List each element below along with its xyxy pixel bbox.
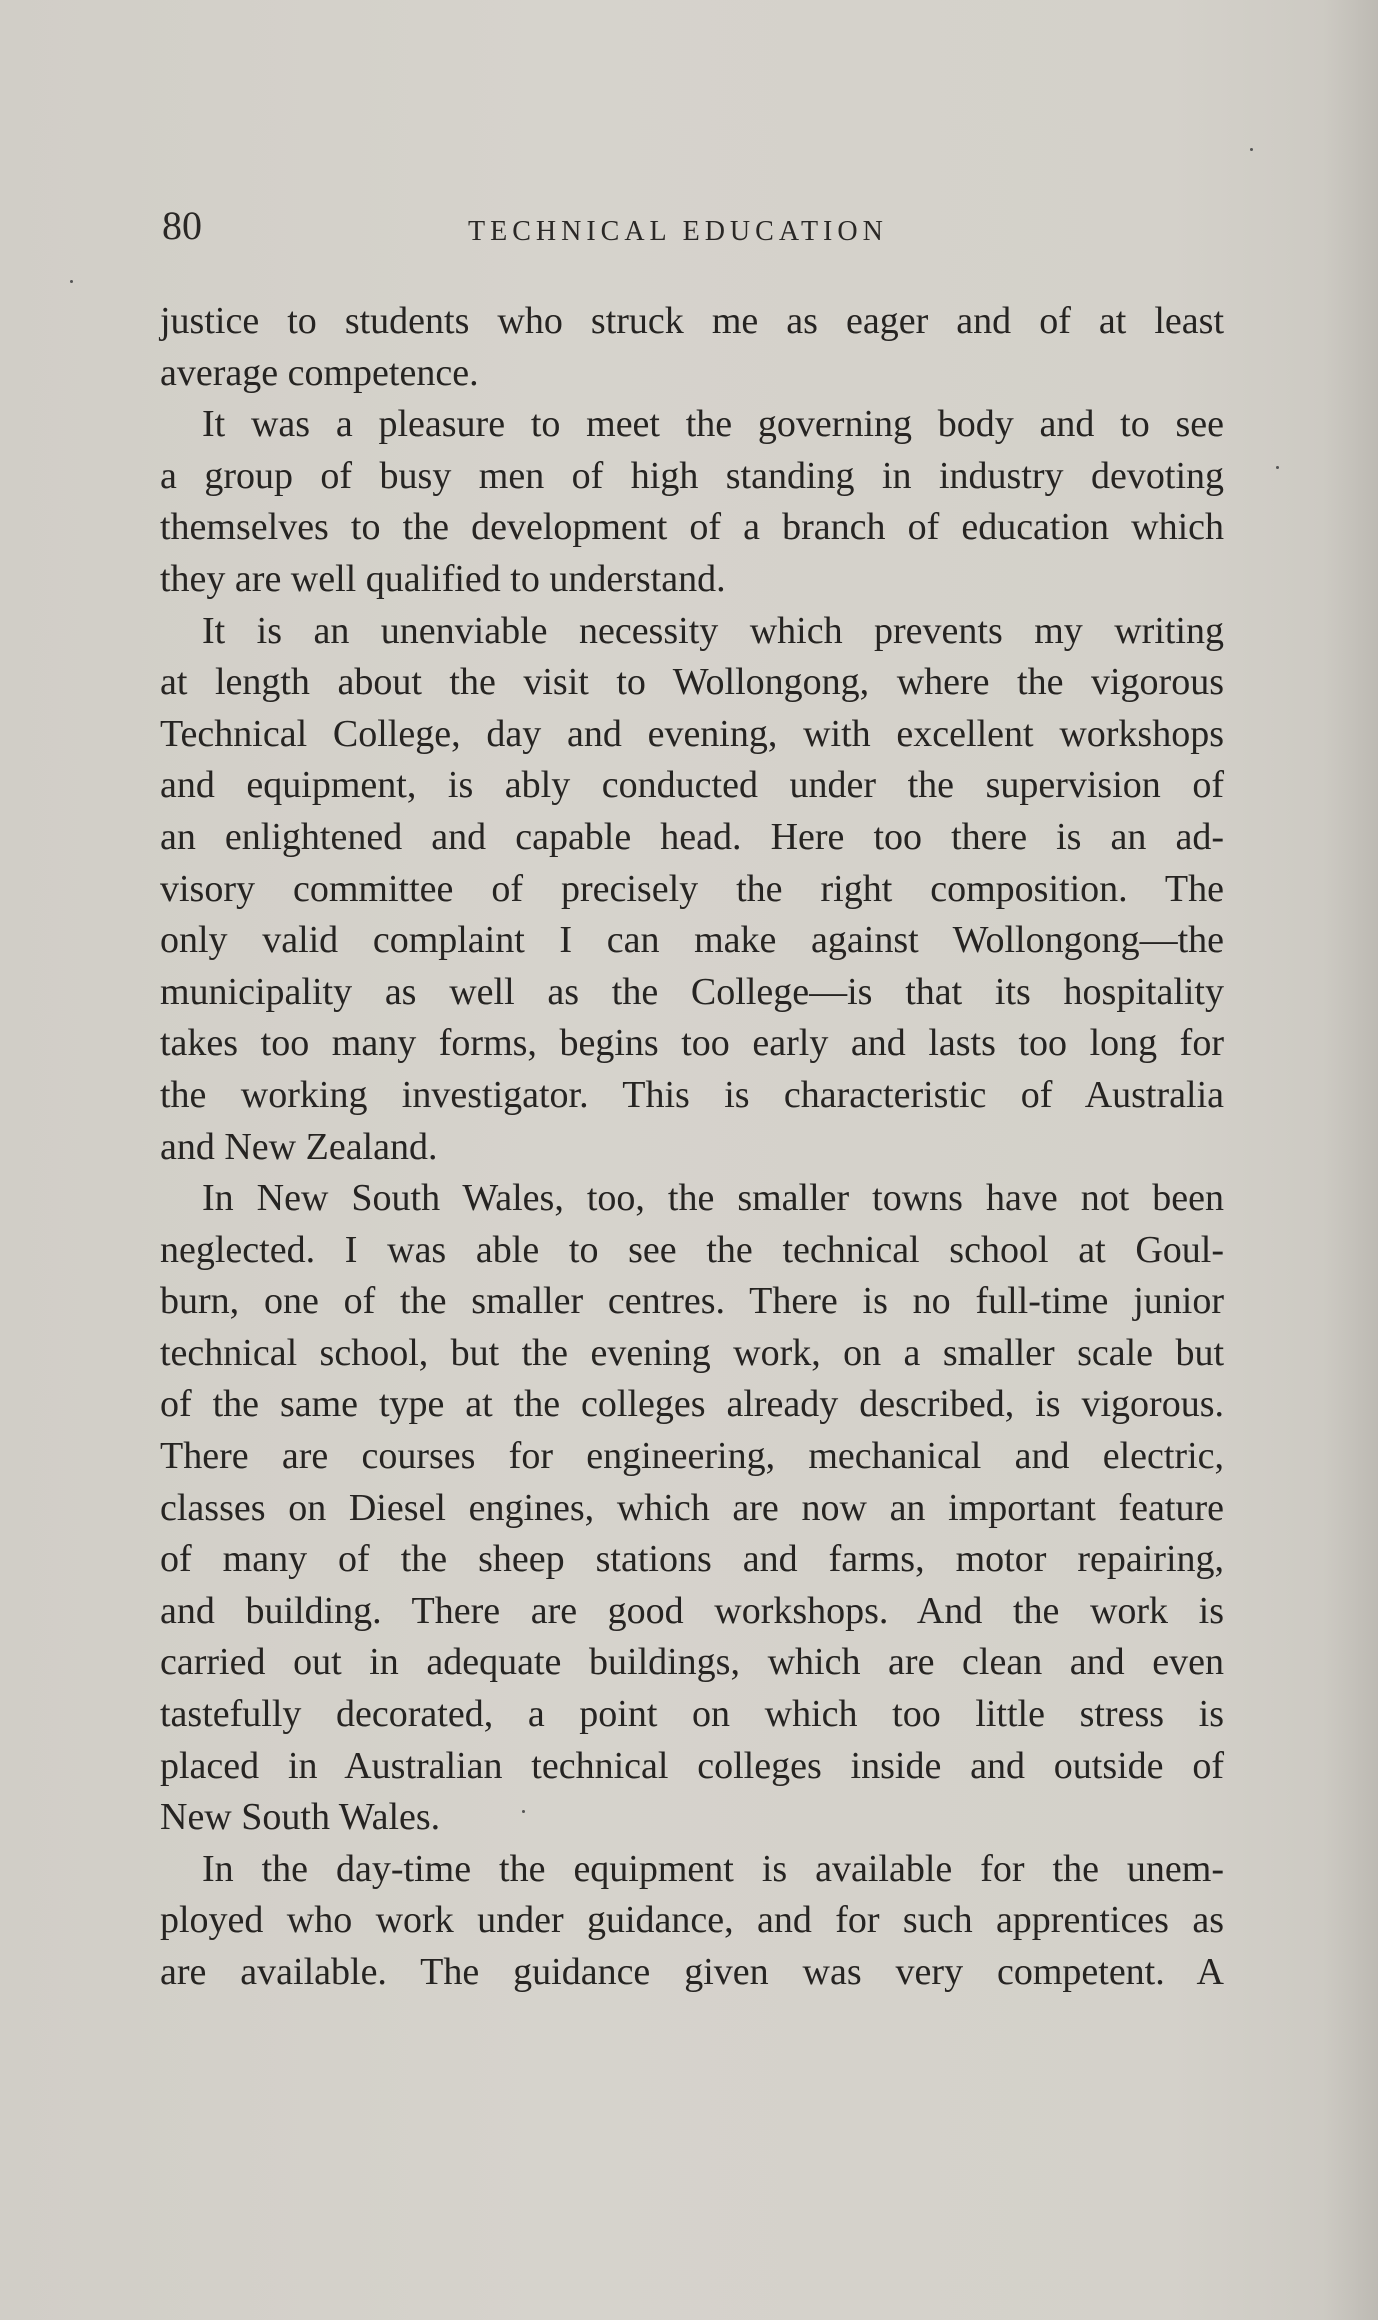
paragraph <box>160 1173 1224 1844</box>
text-line: a group of busy men of high standing in industry devoting <box>160 454 1224 497</box>
text-line: burn, one of the smaller centres. There is no full-time junior <box>160 1280 1224 1323</box>
text-line: of many of the sheep stations and farms, motor repairing, <box>160 1538 1224 1581</box>
page-edge-shadow <box>1358 0 1361 2320</box>
paragraph <box>160 296 1224 399</box>
running-header <box>162 202 1224 262</box>
text-line: of the same type at the colleges already described, is vigorous. <box>160 1383 1224 1426</box>
page-number: 80 <box>162 203 202 248</box>
text-line: average competence. <box>160 351 479 394</box>
text-line: and New Zealand. <box>160 1125 438 1168</box>
text-line: visory committee of precisely the right composition. The <box>160 867 1224 910</box>
text-line: It is an unenviable necessity which prevents my writing <box>202 609 1224 652</box>
text-line: carried out in adequate buildings, which are clean and even <box>160 1641 1224 1684</box>
text-line: There are courses for engineering, mechanical and electric, <box>160 1435 1224 1478</box>
text-line: and building. There are good workshops. And the work is <box>160 1589 1224 1632</box>
text-line: technical school, but the evening work, on a smaller scale but <box>160 1331 1224 1374</box>
text-line: takes too many forms, begins too early and lasts too long for <box>160 1022 1224 1065</box>
dust-speck <box>70 280 73 283</box>
text-line: at length about the visit to Wollongong, where the vigorous <box>160 661 1224 704</box>
text-line: an enlightened and capable head. Here too there is an ad- <box>160 815 1224 858</box>
text-line: In the day-time the equipment is available for the unem- <box>202 1847 1224 1890</box>
dust-speck <box>522 1810 525 1813</box>
text-line: classes on Diesel engines, which are now an important feature <box>160 1486 1224 1529</box>
dust-speck <box>1250 148 1253 151</box>
text-line: municipality as well as the College—is that its hospitality <box>160 970 1224 1013</box>
text-line: neglected. I was able to see the technical school at Goul- <box>160 1228 1224 1271</box>
text-line: only valid complaint I can make against Wollongong—the <box>160 919 1224 962</box>
text-line: In New South Wales, too, the smaller towns have not been <box>202 1177 1224 1220</box>
body-text <box>160 296 1224 1999</box>
text-line: they are well qualified to understand. <box>160 557 726 600</box>
text-line: New South Wales. <box>160 1796 441 1839</box>
text-line: the working investigator. This is characteristic of Australia <box>160 1073 1224 1116</box>
paragraph <box>160 1844 1224 1999</box>
text-line: are available. The guidance given was very competent. A <box>160 1951 1224 1993</box>
text-line: themselves to the development of a branch of education which <box>160 506 1224 549</box>
paragraph <box>160 606 1224 1174</box>
text-line: Technical College, day and evening, with excellent workshops <box>160 712 1224 755</box>
text-line: justice to students who struck me as eager and of at least <box>160 300 1224 342</box>
text-line: ployed who work under guidance, and for such apprentices as <box>160 1899 1224 1942</box>
running-title: TECHNICAL EDUCATION <box>468 216 888 247</box>
text-line: It was a pleasure to meet the governing body and to see <box>202 403 1224 446</box>
text-line: and equipment, is ably conducted under the supervision of <box>160 764 1224 807</box>
paragraph <box>160 399 1224 605</box>
text-line: placed in Australian technical colleges inside and outside of <box>160 1744 1224 1787</box>
text-line: tastefully decorated, a point on which too little stress is <box>160 1693 1224 1736</box>
dust-speck <box>1276 466 1279 469</box>
